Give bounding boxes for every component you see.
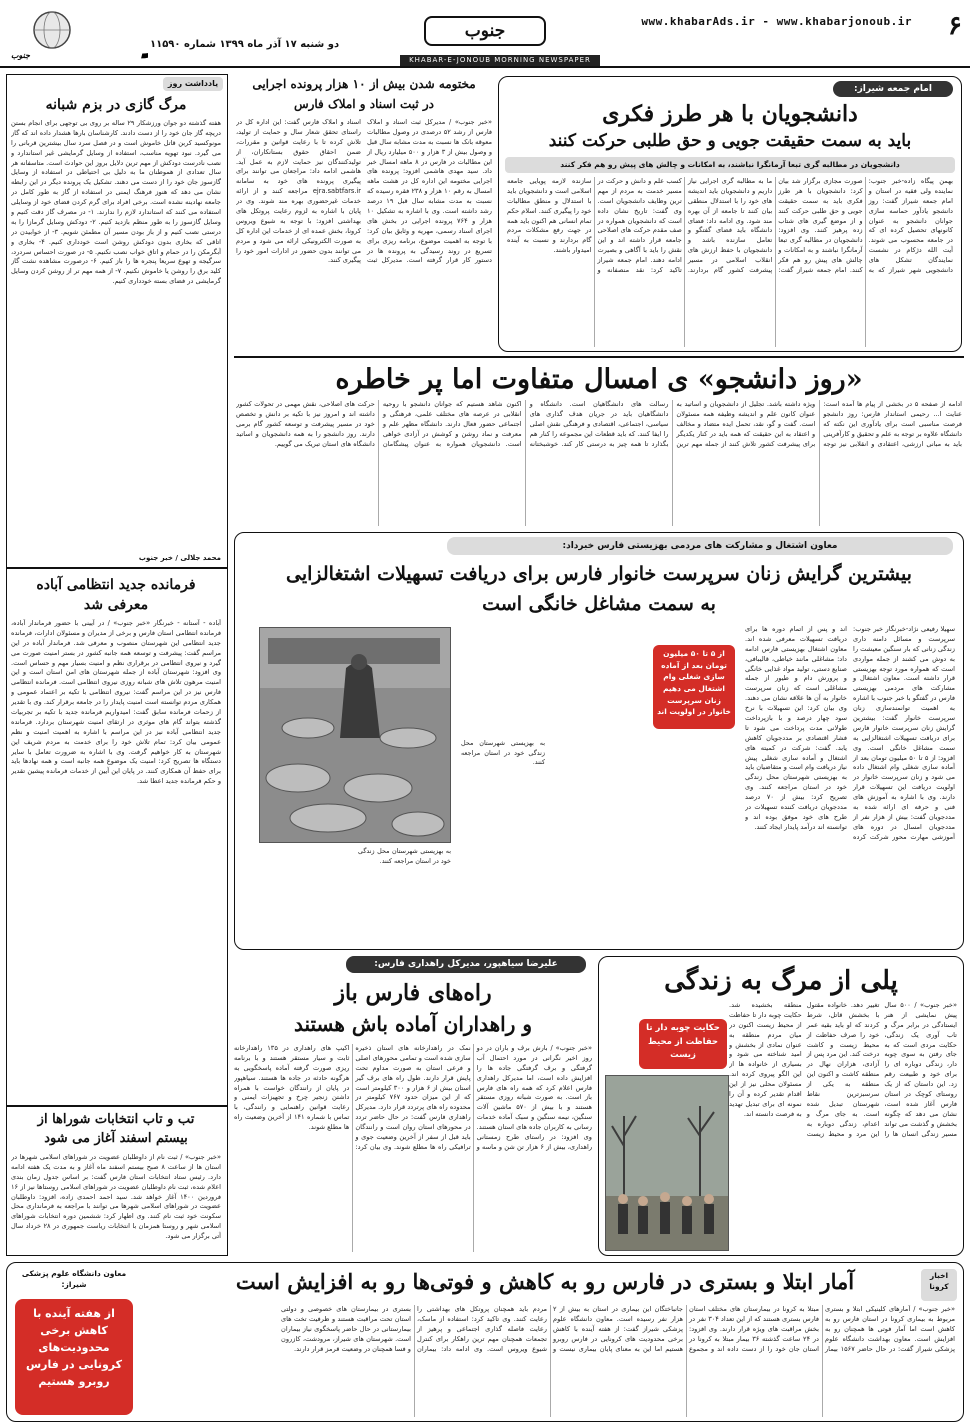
logo-sub: جنوب [10,51,30,60]
sidebar-column [6,74,228,1256]
women-caption-text: به بهزیستی شهرستان محل زندگی خود در استان مراجعه کنند. [358,847,451,865]
registry-title-2: در ثبت اسناد و املاک فارس [293,97,435,111]
english-band: KHABAR-E-JONOUB MORNING NEWSPAPER [400,55,600,66]
roads-kicker: علیرضا سیاهپور، مدیرکل راهداری فارس: [346,956,586,973]
divider [7,567,227,569]
lead-title: دانشجویان با هر طرز فکری [602,101,858,127]
divider [7,1105,227,1107]
covid-tag: اخبار کرونا [921,1269,957,1301]
roads-title-2: و راهداران آماده باش هستند [293,1012,532,1036]
women-body-col3 [461,739,545,943]
covid-side-kicker: معاون دانشگاه علوم پزشکی شیراز: [21,1269,127,1289]
commander-title: فرمانده جدید انتظامی آباده [36,577,196,593]
covid-body: «خبر جنوب» / آمارهای کلینیکی ابتلا و بستری مربوط به بیماری کرونا در استان فارس رو به کاهش است اما آمار فوتی ها همچنان رو به افزایش است. معاون بهداشت دانشگاه علوم پزشکی شیراز گفت: در حال حاضر ۱۵۶۷ بیمار مبتلا به کرونا در بیمارستان های مختلف استان فارس بستری هستند که از این تعداد ۳۰۴ نفر در بخش مراقبت های ویژه قرار دارند. وی افزود: در ۲۴ ساعت گذشته ۳۶ بیمار مبتلا به کرونا در استان جان خود را از دست داده اند و مجموع جانباختگان این بیماری در استان به بیش از ۲ هزار نفر رسیده است. معاون دانشگاه علوم پزشکی شیراز گفت: از هفته آینده با کاهش برخی محدودیت های کرونایی در فارس روبرو هستیم اما این به معنای پایان بیماری نیست و مردم باید همچنان پروتکل های بهداشتی را رعایت کنند. وی تاکید کرد: استفاده از ماسک، رعایت فاصله گذاری اجتماعی و پرهیز از تجمعات همچنان مهم ترین راهکار برای کنترل شیوع ویروس است. وی ادامه داد: بیماران بستری در بیمارستان های خصوصی و دولتی استان تحت مراقبت هستند و ظرفیت تخت های بیمارستانی در حال حاضر پاسخگوی نیاز بیماران است. شهرستان های شیراز، مرودشت، کازرون و فسا همچنان در وضعیت قرمز قرار دارند. [281,1305,955,1353]
commander-title-2: معرفی شد [83,597,149,613]
sidebar-title: مرگ گازی در بزم شبانه [45,97,187,113]
elections-title-2: بیستم اسفند آغاز می شود [44,1131,188,1146]
commander-body: آباده - آستانه - خبرنگار «خبر جنوب» / در آیینی با حضور فرماندار آباده، فرمانده انتظامی استان فارس و برخی از مدیران و مسئولان ادارات، فرمانده جدید انتظامی این شهرستان منصوب و معرفی شد. فرماندار آباده در این مراسم گفت: پیشرفت و توسعه همه جانبه کشور در بستر امنیت صورت می گیرد و نیروی انتظامی در برقراری نظم و امنیت بسیار مهم و حساس است. وی افزود: شهرستان آباده از جمله شهرستان های امن استان است و این امنیت مرهون تلاش های شبانه روزی نیروی انتظامی است. فرمانده انتظامی فارس نیز در این مراسم گفت: نیروی انتظامی با تکیه بر اعتماد عمومی و همکاری مردم توانسته است امنیت پایدار را در جامعه برقرار کند. وی با تقدیر از زحمات فرمانده سابق گفت: امیدواریم فرمانده جدید با تکیه بر تجربیات گذشته بتواند گام های موثری در ارتقای امنیت شهرستان بردارد. فرمانده جدید انتظامی آباده نیز در این مراسم با اشاره به اهمیت امنیت و نظم عمومی بیان کرد: تمام تلاش خود را برای خدمت به مردم شریف این شهرستان به کار خواهیم گرفت. وی با اشاره به ضرورت تعامل با سایر دستگاه ها تصریح کرد: امنیت یک موضوع همه جانبه است و همه نهادها باید برای حفظ آن همکاری کنند. در پایان این آیین از خدمات فرمانده پیشین تقدیر و حکم فرمانده جدید اعطا شد. [11,619,221,786]
bridge-body: «خبر جنوب» / ۵۰۰ سال پیش نمایشی از هنر ایستادگی در برابر مرگ و تاب آوری یک زندگی، حکایت مردی است که به جای رفتن به سوی چوبه دار، زندگی دوباره ای را برای خود و طبیعت رقم زد. این داستان که از یک روستای کوچک در استان فارس آغاز شده است، نشان می دهد که چگونه بخشش و گذشت می تواند مسیر زندگی انسان ها را تغییر دهد. خانواده مقتول با بخشش قاتل، شرط کردند که او باید بقیه عمر خود را صرف حفاظت از محیط زیست و کاشت درخت کند. این مرد پس از آزادی، هزاران نهال در منطقه کاشت و اکنون این منطقه به یکی از سرسبزترین نقاط شهرستان تبدیل شده است. به جای مرگ و اعدام، زندگی دوباره به این مرد و محیط زیست منطقه بخشیده شد. حکایت چوبه دار تا حفاظت از محیط زیست اکنون در میان مردم منطقه به عنوان نمادی از بخشش و امید شناخته می شود و بسیاری از خانواده ها از این الگو پیروی کرده اند. مسئولان محلی نیز از این اقدام تقدیر کرده و آن را نمونه ای برای تبدیل تهدید به فرصت دانسته اند. [729,1001,957,1138]
women-kicker: معاون اشتغال و مشارکت های مردمی بهزیستی فارس خبرداد: [447,537,953,555]
women-story [234,532,964,950]
food-drying-photo [259,628,450,843]
website-url[interactable]: www.khabarAds.ir - www.khabarjonoub.ir [641,15,912,28]
lead-story [498,76,962,352]
logo-text [141,11,148,59]
newspaper-logo [8,4,148,60]
roads-title: راه‌های فارس باز [334,980,492,1006]
divider [234,356,964,358]
women-body: سهیلا رفیعی نژاد-خبرنگار خبر جنوب: سرپرست و مسائل دامنه داری زندگی زنانی که بار سنگین معیشت را به دوش می کشند از جمله مواردی است که همواره مورد توجه بهزیستی قرار داشته است. معاون اشتغال و مشارکت های مردمی بهزیستی فارس در گفتگو با خبر جنوب با اشاره به اهمیت توانمندسازی زنان سرپرست خانوار گفت: بیشترین گرایش زنان سرپرست خانوار فارس برای دریافت تسهیلات اشتغالزایی به سمت مشاغل خانگی است. وی افزود: از ۵ تا ۵۰ میلیون تومان بعد از آماده سازی شغلی وام اشتغال داده می شود و زنان سرپرست خانوار در اولویت دریافت این تسهیلات قرار دارند. وی با اشاره به آموزش های فنی و حرفه ای ارائه شده به مددجویان گفت: بیش از هزار نفر از مددجویان امسال در دوره های آموزشی مهارت محور شرکت کرده اند و پس از اتمام دوره ها برای دریافت تسهیلات معرفی شده اند. معاون اشتغال بهزیستی فارس ادامه داد: مشاغلی مانند خیاطی، قالیبافی، صنایع دستی، تولید مواد غذایی خانگی و پرورش دام و طیور از جمله مشاغلی است که زنان سرپرست خانوار به آن ها علاقه نشان می دهند. وی بیان کرد: این تسهیلات با نرخ سود چهار درصد و با بازپرداخت طولانی مدت پرداخت می شود تا فشار اقتصادی بر مددجویان کاهش یابد. گفت: شرکت در کمیته های اشتغال و آماده سازی شغلی پیش نیاز دریافت وام است و متقاضیان باید به بهزیستی شهرستان محل زندگی خود در استان مراجعه کنند. وی تصریح کرد: بیش از ۷۰ درصد مددجویان دریافت کننده تسهیلات در طرح های خود موفق بوده اند و توانسته اند درآمد پایدار ایجاد کنند. [745,625,955,841]
bridge-title: پلی از مرگ به زندگی [664,966,898,996]
banner-title: «روز دانشجو» ی امسال متفاوت اما پر خاطره [335,364,863,395]
lead-body: بهمن پیگاه زاده-خبر جنوب: نماینده ولی فقیه در استان و امام جمعه شیراز گفت: روز دانشجو یادآور حماسه سازی جوانان دانشجو به عنوان کانونهای تحصیل کرده ای که در جامعه محسوب می شوند. آیت الله دژکام در نشست نمایندگان تشکل های دانشجویی شهر شیراز که به صورت مجازی برگزار شد بیان کرد: دانشجویان با هر طرز فکری باید به سمت حقیقت جویی و حق طلبی حرکت کنند و از موضع گیری های شتاب زده پرهیز کنند. وی افزود: دانشجویان در مطالبه گری تبعا آرمانگرا نباشند و به امکانات و چالش های پیش رو هم فکر کنند. امام جمعه شیراز گفت: ما به مطالبه گری اجرایی نیاز داریم و دانشجویان باید اندیشه های خود را با استدلال منطقی بیان کنند تا جامعه از آن بهره مند شود. وی ادامه داد: فضای دانشگاه باید فضای گفتگو و تعامل سازنده باشد و دانشجویان با حفظ ارزش های انقلاب اسلامی در مسیر پیشرفت کشور گام بردارند. کسب علم و دانش و حرکت در مسیر خدمت به مردم از مهم ترین وظایف دانشجویان است. وی گفت: تاریخ نشان داده است که دانشجویان همواره در صف مقدم حرکت های اصلاحی جامعه قرار داشته اند و این نقش را باید با آگاهی و بصیرت ادامه دهند. امام جمعه شیراز تاکید کرد: نقد منصفانه و سازنده لازمه پویایی جامعه اسلامی است و دانشجویان باید با استدلال و منطق مطالبات خود را پیگیری کنند. اسلام حکم تمام انسانی هم اکنون باید همه در جهت رفع مشکلات مردم گام بردارند و نسبت به آینده امیدوار باشند. [507,177,953,275]
registry-body: «خبر جنوب» / مدیرکل ثبت اسناد و املاک فارس از رشد ۵۲ درصدی در وصول مطالبات معوقه بانک ها نسبت به مدت مشابه سال قبل و وصول بیش از ۳ هزار و ۵۰۰ میلیارد ریال از این مطالبات در فارس در ۸ ماهه امسال خبر داد. سید مهدی هاشمی افزود: پرونده های اجرایی مختومه این اداره کل در هشت ماهه امسال به رقم ۱۰ هزار و ۲۳۸ فقره رسیده که نسبت به مدت مشابه سال قبل ۱۹ درصد رشد داشته است. وی با اشاره به تشکیل ۱۰ هزار و ۷۶۴ پرونده اجرایی در بخش های اجرای اسناد رسمی، مهریه و وثایق بیان کرد: با توجه به اهمیت موضوع، برنامه ریزی برای تسریع در روند رسیدگی به پرونده ها در دستور کار قرار گرفته است. مدیرکل ثبت اسناد و املاک فارس گفت: این اداره کل در راستای تحقق شعار سال و حمایت از تولید، تلاش کرده تا با رعایت قوانین و مقررات، ضمن احقاق حقوق بستانکاران، از تولیدکنندگان نیز حمایت لازم به عمل آید. هاشمی ادامه داد: مراجعان می توانند برای پیگیری پرونده های خود به سامانه ejra.sabtfars.ir مراجعه کنند و از ارائه خدمات غیرحضوری بهره مند شوند. وی در پایان با اشاره به لزوم رعایت پروتکل های بهداشتی افزود: با توجه به شیوع ویروس کرونا، بخش عمده ای از خدمات این اداره کل به صورت الکترونیکی ارائه می شود و مردم می توانند بدون حضور در ادارات امور خود را پیگیری کنند. [236,118,492,265]
registry-story [236,76,492,352]
sidebar-author: محمد جلالی / خبر جنوب [138,554,221,562]
banner-body: ادامه از صفحه ۵ در بخشی از پیام ها آمده است: عنایت ا... رحیمی استاندار فارس: روز دانشجو فرصت مناسبی است برای یادآوری این نکته که دانشگاه علاوه بر توجه به علم و تحقیق و کارآفرینی باید به مبانی ارزشی، اعتقادی و انقلابی نیز توجه ویژه داشته باشد. تجلیل از دانشجویان و اساتید به عنوان کانون علم و اندیشه وظیفه همه مسئولان است. گفت و گو، نقد، تحمل ایده متضاد و مخالف و اعتقاد به این حقیقت که همه باید در کنار یکدیگر برای پیشرفت کشور تلاش کنند از جمله مهم ترین رسالت های دانشگاهیان است. دانشگاه و دانشگاهیان باید در جریان هدف گذاری های سیاسی، اجتماعی، اقتصادی و فرهنگی نقش اصلی را ایفا کنند. که باید قطعات این مجموعه را کنار هم بگذارد تا همه چیز به درستی کار کند. خوشبختانه اکنون شاهد هستیم که جوانان دانشجو با روحیه انقلابی در عرصه های مختلف علمی، فرهنگی و اجتماعی حضور فعال دارند. دانشگاه مظهر علم و معرفت و نماد روشن و کوشش در آزادی خواهی است. دانشجویان همواره به عنوان پیشگامان حرکت های اصلاحی، نقش مهمی در تحولات کشور داشته اند و امروز نیز با تکیه بر دانش و تخصص خود در مسیر پیشرفت و توسعه کشور گام برمی دارند. روز دانشجو را به همه دانشجویان و اساتید دانشگاه های استان تبریک می گوییم. [236,400,962,448]
roads-body: «خبر جنوب» / بارش برف و باران در دو روز اخیر نگرانی در مورد احتمال آب گرفتگی و برف گرفتگی جاده ها را افزایش داده است، اما مدیرکل راهداری فارس اعلام کرد که همه راه های فارس باز است. به صورت شبانه روزی مستقر هستند و با بیش از ۵۷۰ ماشین آلات سنگین، نیمه سنگین و سبک آماده خدمات رسانی به کاربران جاده های استان هستند. وی افزود: در راستای طرح زمستانی راهداری، بیش از ۶ هزار تن شن و ماسه و نمک در راهدارخانه های استان ذخیره سازی شده است و تمامی محورهای اصلی و فرعی استان به صورت مداوم تحت پایش قرار دارند. طول راه های برف گیر استان بیش از ۶ هزار و ۳۰۰ کیلومتر است که از این میزان حدود ۷۶۷ کیلومتر در محدوده راه های پرتردد قرار دارد. مدیرکل راهداری فارس گفت: در حال حاضر تردد در محورهای استان روان است و رانندگان باید قبل از سفر از آخرین وضعیت جوی و ترافیکی راه ها مطلع شوند. وی بیان کرد: اکیپ های راهداری در ۱۳۵ راهدارخانه ثابت و سیار مستقر هستند و با برنامه ریزی صورت گرفته آماده پاسخگویی به هرگونه حادثه در جاده ها هستند. سیاهپور در پایان از رانندگان خواست با همراه داشتن زنجیر چرخ و تجهیزات ایمنی و رعایت قوانین راهنمایی و رانندگی، با تماس با شماره ۱۴۱ از آخرین وضعیت راه ها مطلع شوند. [234,1044,592,1151]
women-photo [259,627,451,843]
covid-story [6,1262,964,1422]
lead-subtitle: دانشجویان در مطالبه گری تبعا آرمانگرا نباشند، به امکانات و چالش های پیش رو هم فکر کنند [505,157,955,173]
women-caption: به بهزیستی شهرستان محل زندگی خود در استان مراجعه کنند. [461,739,545,767]
section-title: جنوب [424,16,546,46]
tree-group-photo [605,1076,728,1251]
women-title-2: به سمت مشاغل خانگی است [482,593,716,615]
lead-kicker: امام جمعه شیراز: [833,81,953,97]
covid-side-highlight: از هفته آینده با کاهش برخی محدودیت‌های کرونایی در فارس روبرو هستیم [15,1299,133,1415]
logo-globe-icon [8,4,148,60]
issue-date: دو شنبه ۱۷ آذر ماه ۱۳۹۹ شماره ۱۱۵۹۰ [150,39,340,50]
lead-title-2: باید به سمت حقیقت جویی و حق طلبی حرکت کنند [548,131,912,151]
elections-title: تب و تاب انتخابات شوراها از [37,1112,195,1127]
elections-body: «خبر جنوب» / ثبت نام از داوطلبان عضویت در شوراهای اسلامی شهرها در استان ها از ساعت ۸ صبح بیستم اسفند ماه آغاز و به مدت یک هفته ادامه دارد. رئیس ستاد انتخابات استان فارس گفت: بر اساس جدول زمان بندی اعلام شده، ثبت نام داوطلبان عضویت در شوراهای اسلامی روستاها نیز از ۱۶ فروردین ۱۴۰۰ آغاز خواهد شد. سید احمد احمدی زاده، افزود: داوطلبان عضویت در شوراهای اسلامی شهرها می توانند با مراجعه به فرمانداری محل سکونت خود ثبت نام کنند. وی اظهار کرد: ششمین دوره انتخابات شوراهای اسلامی شهر و روستا همزمان با انتخابات ریاست جمهوری در ۲۸ خرداد سال آتی برگزار می شود. [11,1153,221,1241]
sidebar-tag: یادداشت روز [163,77,223,91]
bridge-story [598,956,964,1256]
registry-title: مختومه شدن بیش از ۱۰ هزار پرونده اجرایی [252,77,476,91]
sidebar-body: هفته گذشته دو جوان ورزشکار ۲۹ ساله بر روی بی توجهی برای انجام بستن دریچه گاز جان خود را از دست دادند. کارشناسان بارها هشدار داده اند که گاز مونوکسید کربن قاتل خاموش است و در فصل سرد سال بیشترین قربانی را می گیرد. نبود تهویه مناسب، استفاده از وسایل گرمایشی غیر استاندارد و نصب نادرست دودکش از مهم ترین دلایل بروز این حوادث است. متاسفانه هر سال تعدادی از هموطنان ما به دلیل بی احتیاطی در استفاده از وسایل گازسوز جان خود را از دست می دهند. تشکیل یک پرونده دیگر در این رابطه نشان می دهد که هنوز فرهنگ ایمنی در استفاده از گاز به طور کامل در جامعه نهادینه نشده است. برخی افراد برای گرم کردن فضای خود از وسایلی استفاده می کنند که استاندارد لازم را ندارند. ۱- در مصرف گاز دقت کنیم و وسایل گازسوز را به طور منظم بازدید کنیم. ۲- دودکش وسایل گرمازا را به درستی نصب کنیم و از باز بودن مسیر آن مطمئن شویم. ۳- از خوابیدن در اتاقی که بخاری بدون دودکش روشن است خودداری کنیم. ۴- بخاری و آبگرمکن را در حمام و اتاق خواب نصب نکنیم. ۵- در صورت احساس سردرد، سرگیجه و تهوع سریعا پنجره ها را باز کنیم. ۶- درصورت مشاهده نشت گاز کلید برق را روشن یا خاموش نکنیم. ۷- از همه مهم تر از روشن کردن وسایل گرمایشی در فضای بسته خودداری کنیم. [11,119,221,286]
page-number: ۶ [948,11,962,41]
bridge-photo [605,1075,729,1251]
bridge-caption: حکایت چوبه دار تا حفاظت از محیط زیست [639,1019,727,1069]
women-caption-row [259,847,451,945]
roads-story [234,956,592,1256]
masthead [0,0,970,68]
covid-title: آمار ابتلا و بستری در فارس رو به کاهش و فوتی‌ها رو به افزایش است [235,1269,855,1294]
women-title: بیشترین گرایش زنان سرپرست خانوار فارس برای دریافت تسهیلات اشتغالزایی [286,563,912,585]
women-highlight: از ۵ تا ۵۰ میلیون تومان بعد از آماده سازی شغلی وام اشتغال می دهیم زنان سرپرست خانوار در اولویت اند [653,645,735,729]
